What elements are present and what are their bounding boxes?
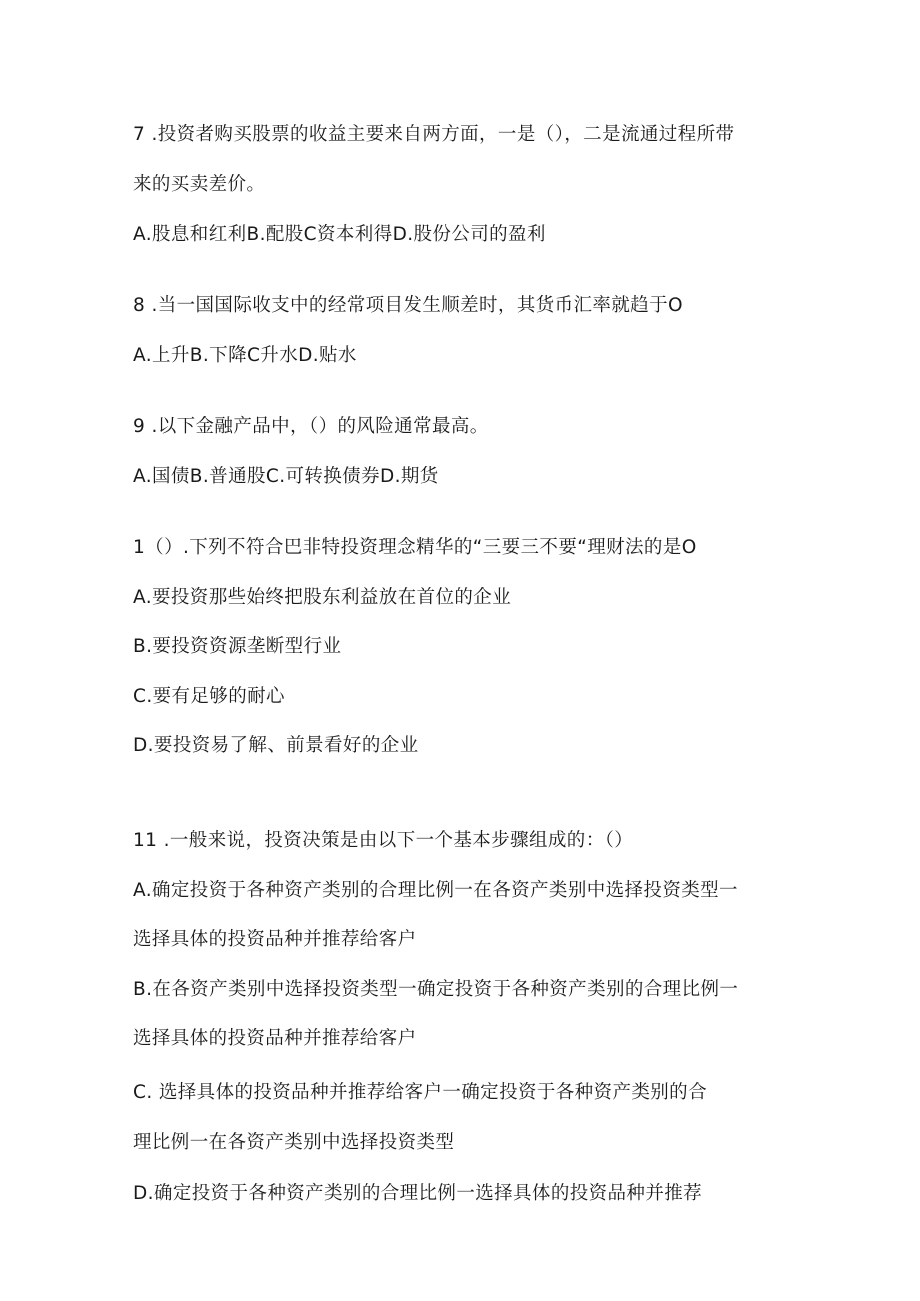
question-10-option-b: B.要投资资源垄断型行业 (133, 636, 342, 657)
question-11-option-a-line-1: A.确定投资于各种资产类别的合理比例一在各资产类别中选择投资类型一 (133, 880, 738, 901)
question-10-stem: 1（）.下列不符合巴非特投资理念精华的“三要三不要“理财法的是O (133, 537, 697, 558)
question-11-option-c-line-1: C. 选择具体的投资品种并推荐给客户一确定投资于各种资产类别的合 (133, 1082, 707, 1103)
question-10-option-d: D.要投资易了解、前景看好的企业 (133, 735, 419, 756)
question-11-option-d-line-1: D.确定投资于各种资产类别的合理比例一选择具体的投资品种并推荐 (133, 1183, 703, 1204)
question-7-stem-line-2: 来的买卖差价。 (133, 174, 266, 195)
question-11-stem: 11 .一般来说，投资决策是由以下一个基本步骤组成的：（） (133, 830, 634, 851)
question-11-option-b-line-2: 选择具体的投资品种并推荐给客户 (133, 1028, 417, 1049)
question-11-option-c-line-2: 理比例一在各资产类别中选择投资类型 (133, 1132, 455, 1153)
question-7-options: A.股息和红利B.配股C资本利得D.股份公司的盈利 (133, 224, 546, 245)
question-8-stem: 8 .当一国国际收支中的经常项目发生顺差时，其货币汇率就趋于O (133, 295, 683, 316)
question-11-option-b-line-1: B.在各资产类别中选择投资类型一确定投资于各种资产类别的合理比例一 (133, 979, 739, 1000)
question-8-options: A.上升B.下降C升水D.贴水 (133, 345, 357, 366)
question-9-stem: 9 .以下金融产品中，（）的风险通常最高。 (133, 416, 489, 437)
question-11-option-a-line-2: 选择具体的投资品种并推荐给客户 (133, 929, 417, 950)
question-10-option-c: C.要有足够的耐心 (133, 686, 285, 707)
question-7-stem-line-1: 7 .投资者购买股票的收益主要来自两方面，一是（），二是流通过程所带 (133, 124, 735, 145)
question-10-option-a: A.要投资那些始终把股东利益放在首位的企业 (133, 587, 512, 608)
question-9-options: A.国债B.普通股C.可转换债券D.期货 (133, 466, 439, 487)
